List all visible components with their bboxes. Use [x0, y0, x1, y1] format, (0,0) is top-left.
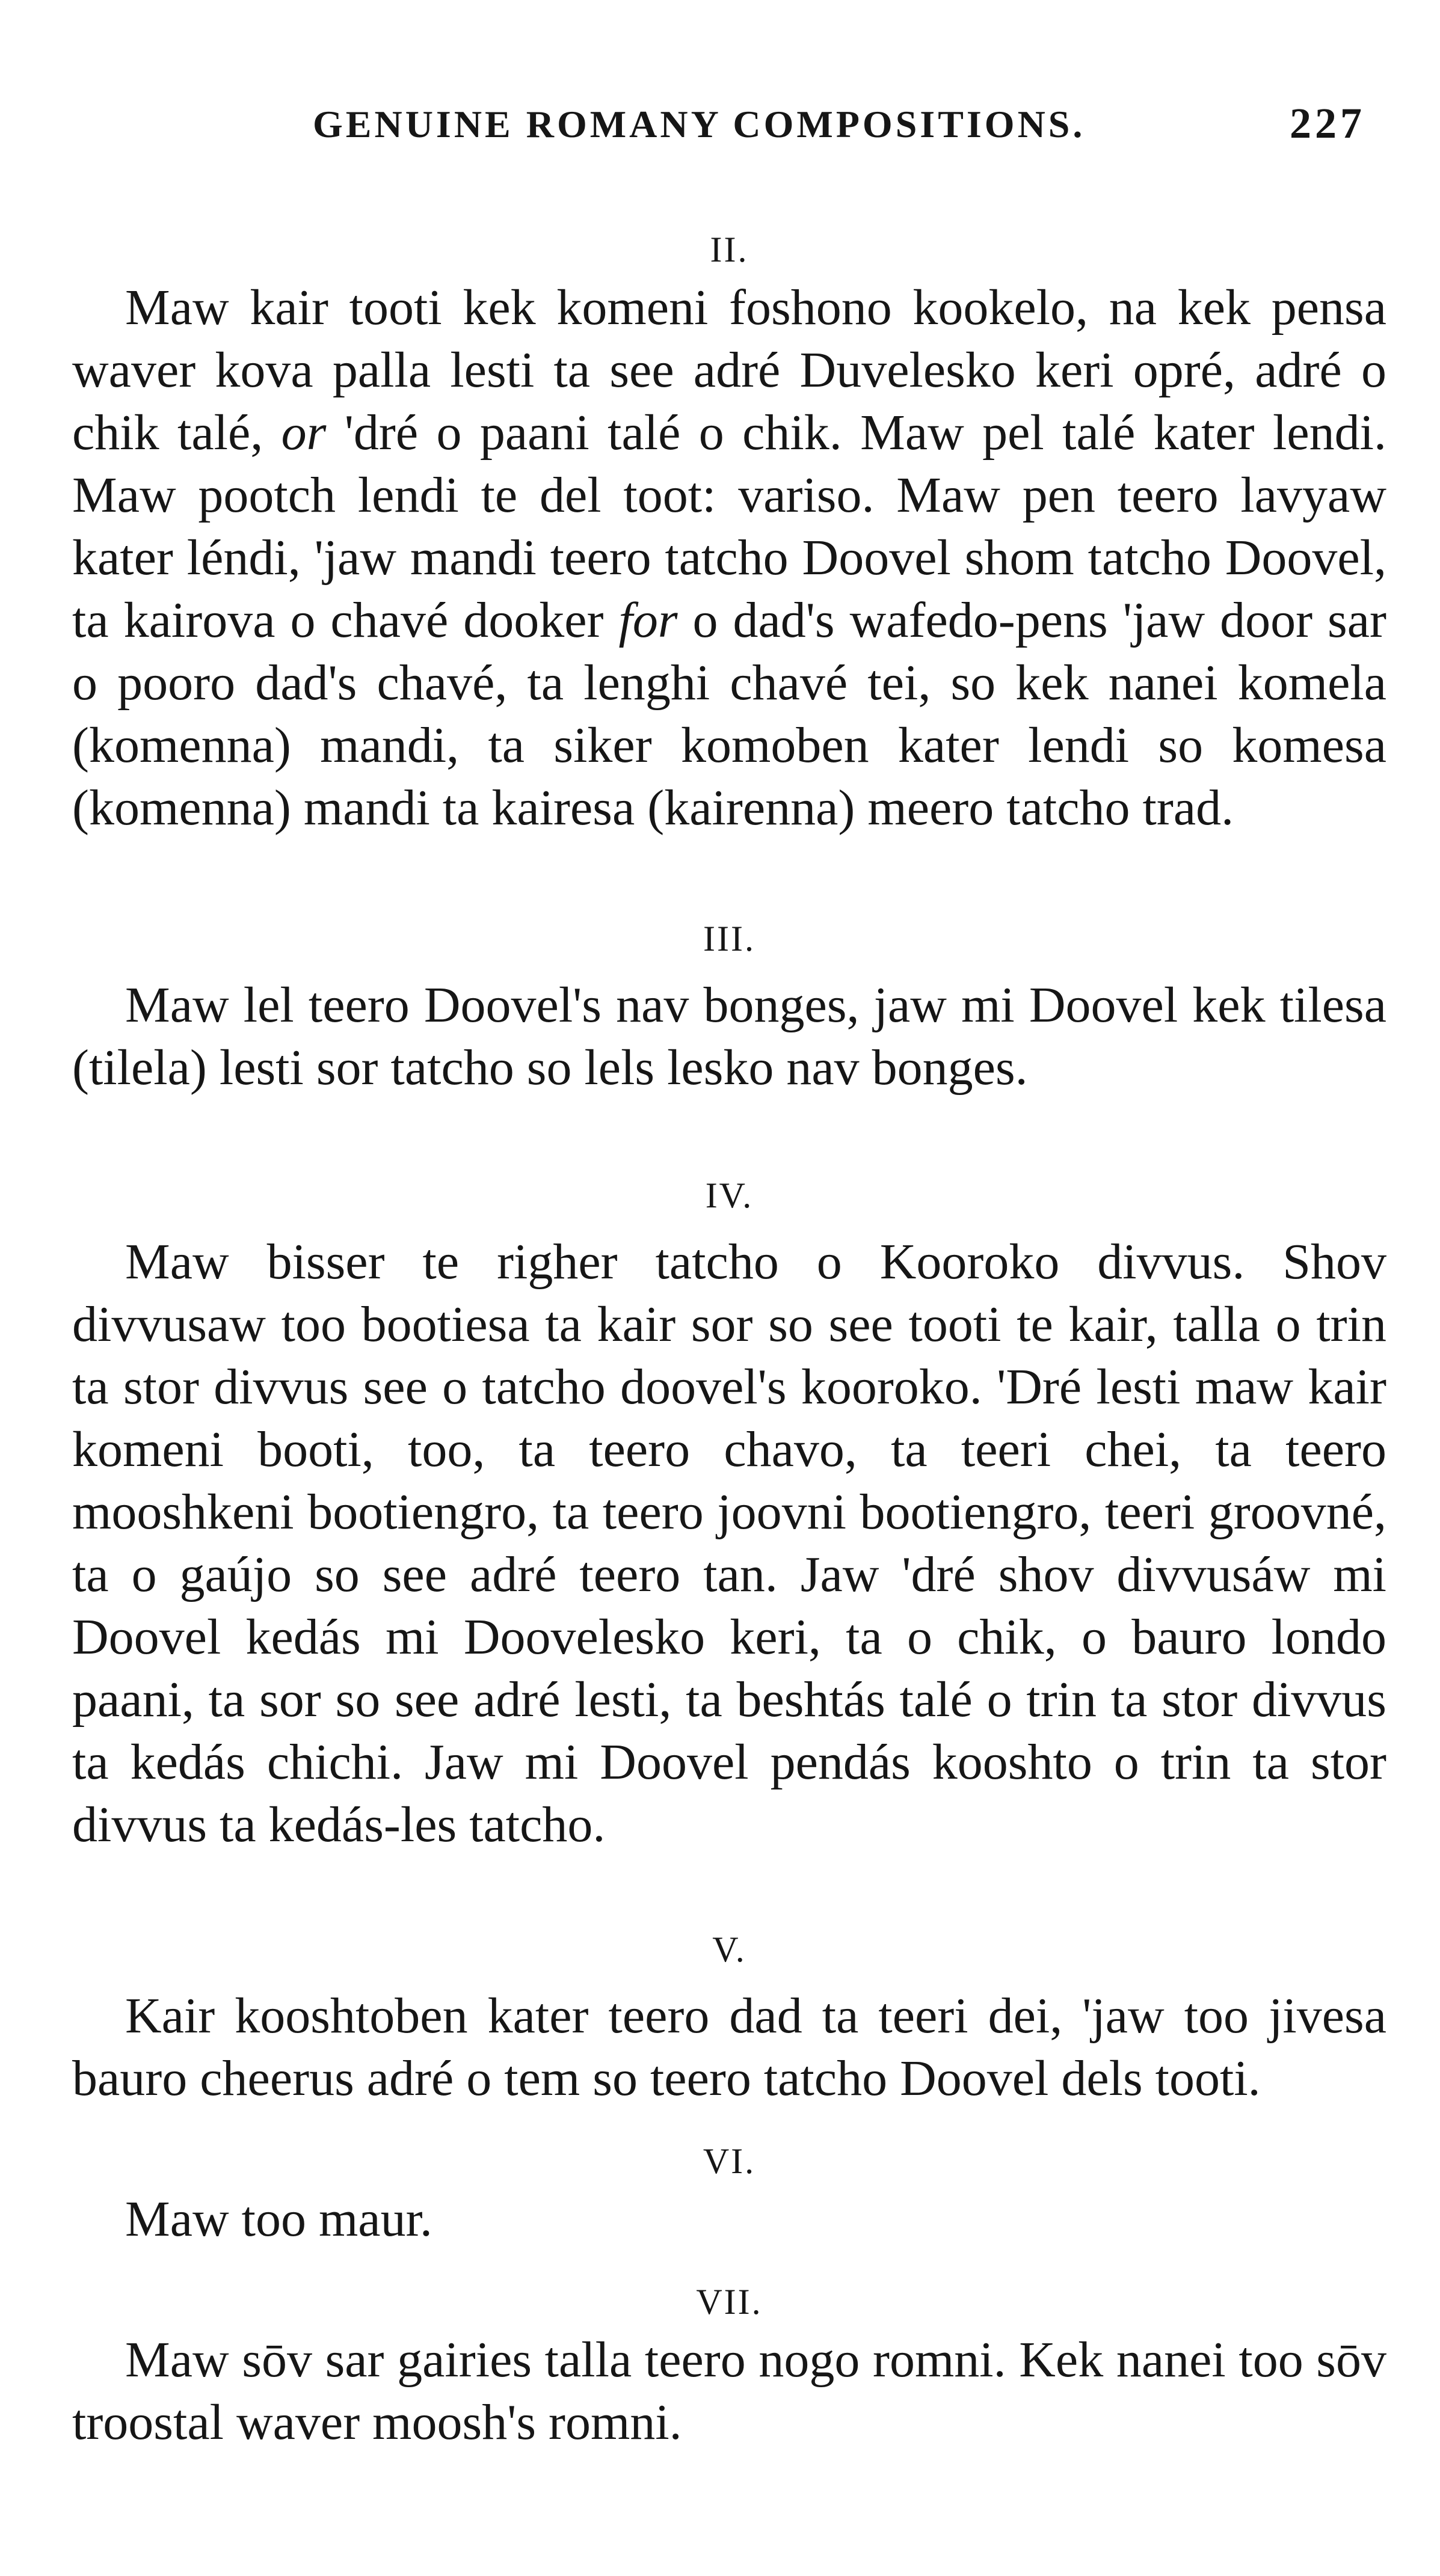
paragraph: Kair kooshtoben kater teero dad ta teeri dei, 'jaw too jivesa bauro cheerus adré o tem so teero tatcho Doovel dels tooti.	[72, 1988, 1386, 2106]
italic-word: or	[281, 405, 327, 461]
section-7	[72, 2275, 1386, 2454]
paragraph: Maw lel teero Doovel's nav bonges, jaw mi Doovel kek tilesa (tilela) lesti sor tatcho so lels lesko nav bonges.	[72, 977, 1386, 1096]
section-5	[72, 1922, 1386, 2110]
paragraph: Maw too maur.	[125, 2191, 432, 2247]
section-number: VI.	[703, 2141, 756, 2181]
section-2	[72, 222, 1386, 839]
running-title: GENUINE ROMANY COMPOSITIONS.	[313, 103, 1086, 146]
text-run: o dad's wafedo-pens 'jaw door sar o pooro dad's chavé, ta lenghi chavé tei, so kek nanei komela (komenna) mandi, ta siker komoben kater lendi so komesa (komenna) mandi ta kairesa (kairenna) meero tatcho trad.	[72, 592, 1386, 836]
section-3	[72, 912, 1386, 1099]
section-6	[72, 2134, 1386, 2251]
section-number: V.	[712, 1930, 746, 1969]
text-run: 'dré o paani talé o chik. Maw pel talé kater lendi. Maw pootch lendi te del toot: variso. Maw pen teero lavyaw kater léndi, 'jaw mandi teero tatcho Doovel shom tatcho Doovel, ta kairova o chavé dooker	[72, 405, 1386, 648]
section-number: III.	[703, 919, 755, 958]
section-number: VII.	[696, 2282, 763, 2322]
paragraph: Maw bisser te righer tatcho o Kooroko divvus. Shov divvusaw too bootiesa ta kair sor so see tooti te kair, talla o trin ta stor divvus see o tatcho doovel's kooroko. 'Dré lesti maw kair komeni booti, too, ta teero chavo, ta teeri chei, ta teero mooshkeni bootiengro, ta teero joovni bootiengro, teeri groovné, ta o gaújo so see adré teero tan. Jaw 'dré shov divvusáw mi Doovel kedás mi Doovelesko keri, ta o chik, o bauro londo paani, ta sor so see adré lesti, ta beshtás talé o trin ta stor divvus ta kedás chichi. Jaw mi Doovel pendás kooshto o trin ta stor divvus ta kedás-les tatcho.	[72, 1234, 1386, 1853]
paragraph: Maw sōv sar gairies talla teero nogo romni. Kek nanei too sōv troostal waver moosh's romni.	[72, 2332, 1386, 2450]
body-text	[72, 222, 1386, 2454]
section-4	[72, 1168, 1386, 1856]
section-number: IV.	[705, 1176, 754, 1215]
section-number: II.	[710, 230, 749, 269]
running-head	[72, 99, 1383, 156]
italic-word: for	[618, 592, 678, 648]
paragraph	[72, 277, 1386, 839]
text-run: Maw kair tooti kek komeni foshono kookelo, na kek pensa waver kova palla lesti ta see adré Duvelesko keri opré, adré o chik talé,	[72, 280, 1386, 461]
page-number: 227	[1290, 99, 1365, 147]
